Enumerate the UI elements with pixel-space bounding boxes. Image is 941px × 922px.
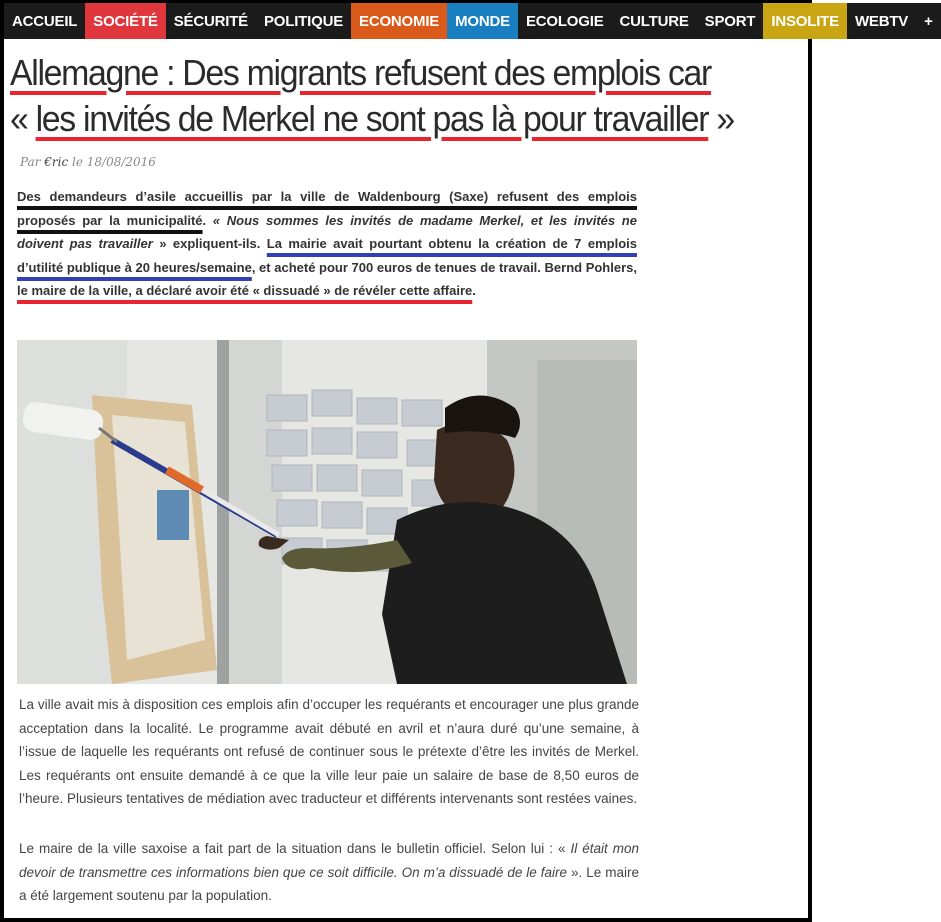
paragraph2-quote: Il était mon devoir de transmettre ces informations bien que ce soit difficile. On m’a dissuadé de le faire: [19, 841, 639, 880]
article-paragraph-1: La ville avait mis à disposition ces emplois afin d’occuper les requérants et encourager une plus grande acceptation dans la localité. Le programme avait débuté en avril et n’aura duré qu’une semaine, à l’issue de laquelle les requérants ont refusé de continuer sous le prétexte d’être les invités de Merkel. Les requérants ont ensuite demandé à ce que la ville leur paie un salaire de base de 8,50 euros de l’heure. Plusieurs tentatives de médiation avec traducteur et différents intervenants sont restées vaines.: [19, 697, 639, 806]
main-nav: [4, 3, 933, 39]
lead-seg7: le maire de la ville, a déclaré avoir été « dissuadé » de révéler cette affaire: [17, 283, 473, 298]
nav-monde[interactable]: MONDE: [447, 3, 518, 39]
byline: [20, 155, 156, 169]
article-photo: [17, 340, 637, 684]
lead-seg8: .: [472, 283, 476, 298]
nav-societe[interactable]: SOCIÉTÉ: [85, 3, 165, 39]
article-lead: [17, 185, 637, 303]
nav-politique[interactable]: POLITIQUE: [256, 3, 351, 39]
lead-seg1: Des demandeurs d’asile accueillis par la ville de Waldenbourg (Saxe) refusent des emplois proposés par la municipalité: [17, 189, 637, 228]
nav-webtv[interactable]: WEBTV: [847, 3, 916, 39]
lead-seg6: , et acheté pour 700 euros de tenues de travail. Bernd Pohlers,: [251, 259, 637, 275]
lead-quote: « Nous sommes les invités de madame Merkel, et les invités ne doivent pas travailler: [17, 212, 637, 251]
byline-author[interactable]: €ric: [44, 155, 69, 169]
nav-more[interactable]: +: [916, 3, 941, 39]
lead-seg5: La mairie avait pourtant obtenu la création de 7 emplois d’utilité publique à 20 heures/semaine: [17, 236, 637, 275]
article-title: [10, 50, 753, 142]
nav-securite[interactable]: SÉCURITÉ: [166, 3, 256, 39]
paragraph2-end: ». Le maire a été largement soutenu par la population.: [19, 864, 639, 903]
paragraph2-start: Le maire de la ville saxoise a fait part de la situation dans le bulletin officiel. Selon lui : «: [19, 841, 571, 856]
byline-prefix: Par: [20, 155, 45, 169]
title-line1: Allemagne : Des migrants refusent des emplois car: [10, 52, 712, 93]
photo-illustration: [17, 340, 637, 684]
nav-sport[interactable]: SPORT: [697, 3, 764, 39]
article-paragraph-2: [19, 837, 639, 908]
nav-economie[interactable]: ECONOMIE: [351, 3, 447, 39]
nav-ecologie[interactable]: ECOLOGIE: [518, 3, 612, 39]
title-line2: les invités de Merkel ne sont pas là pour travailler: [35, 98, 709, 139]
lead-seg4: » expliquent-ils.: [152, 236, 267, 251]
lead-seg2: .: [202, 212, 213, 228]
nav-culture[interactable]: CULTURE: [612, 3, 697, 39]
title-quote-open: «: [10, 98, 36, 139]
nav-insolite[interactable]: INSOLITE: [763, 3, 847, 39]
title-quote-close: »: [708, 98, 734, 139]
nav-accueil[interactable]: ACCUEIL: [4, 3, 85, 39]
byline-date: le 18/08/2016: [68, 155, 156, 169]
